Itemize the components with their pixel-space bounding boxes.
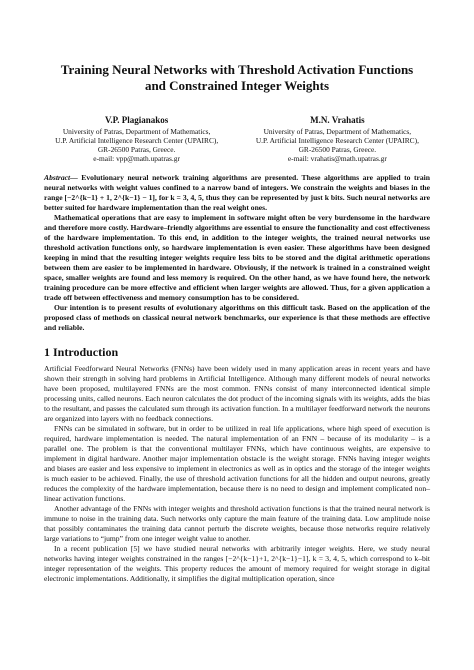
paper-title [44,62,430,94]
abstract-paragraph-3: Our intention is to present results of evolutionary algorithms on this difficult task. Based on the application of the proposed class of methods on classical neural network benchmarks, our experience is that these methods are effective and reliable. [44,303,430,332]
author-2-name: M.N. Vrahatis [310,115,365,125]
author-1-email: e-mail: vpp@math.upatras.gr [93,154,180,163]
author-1-affiliation-1: University of Patras, Department of Mathematics, [62,127,211,136]
intro-paragraph-1: Artificial Feedforward Neural Networks (FNNs) have been widely used in many application areas in recent years and have shown their strength in solving hard problems in Artificial Intelligence. Although many different models of neural networks have been proposed, multilayered FNNs are the most common. FNNs consist of many interconnected identical simple processing units, called neurons. Each neuron calculates the dot product of the incoming signals with its weights, adds the bias to the resultant, and passes the calculated sum through its activation function. In a multilayer feedforward network the neurons are organized into layers with no feedback connections. [44,364,430,423]
author-block [44,114,430,163]
author-1-address: GR-26500 Patras, Greece. [97,145,176,154]
author-1 [44,114,229,163]
author-2-address: GR-26500 Patras, Greece. [298,145,377,154]
author-2 [245,114,430,163]
author-2-affiliation-1: University of Patras, Department of Mathematics, [263,127,412,136]
author-1-name: V.P. Plagianakos [104,115,169,125]
intro-paragraph-3: Another advantage of the FNNs with integer weights and threshold activation functions is that the trained neural network is immune to noise in the training data. Such networks only capture the main feature of the training data. Low amplitude noise that possibly contaminates the training data cannot perturb the discrete weights, because those networks require relatively large variations to “jump” from one integer weight value to another. [44,504,430,543]
abstract-paragraph-2: Mathematical operations that are easy to implement in software might often be very burdensome in the hardware and therefore more costly. Hardware–friendly algorithms are essential to ensure the functionality and cost effectiveness of the hardware implementation. To this end, in addition to the integer weights, the trained neural networks use threshold activation functions only, so hardware implementation is even easier. These algorithms have been designed keeping in mind that the resulting integer weights require less bits to be stored and the digital arithmetic operations between them are easier to be implemented in hardware. Obviously, if the network is trained in a constrained weight space, smaller weights are found and less memory is required. On the other hand, as we have found here, the network training procedure can be more effective and efficient when larger weights are allowed. Thus, for a given application a trade off between effectiveness and memory consumption has to be considered. [44,213,430,302]
author-2-affiliation-2: U.P. Artificial Intelligence Research Center (UPAIRC), [255,136,419,145]
intro-paragraph-4: In a recent publication [5] we have studied neural networks with arbitrarily integer weights. Here, we study neural networks having integer weights constrained in the ranges [−2^{k−1}+1, 2^{k−1}−1], k = 3, 4, 5, which correspond to k–bit integer representation of the weights. This property reduces the amount of memory required for weight storage in digital electronic implementations. Additionally, it simplifies the digital multiplication operation, since [44,544,430,583]
intro-paragraph-2: FNNs can be simulated in software, but in order to be utilized in real life applications, where high speed of execution is required, hardware implementation is needed. The natural implementation of an FNN – because of its modularity – is a parallel one. The problem is that the conventional multilayer FNNs, which have continuous weights, are expensive to implement in digital hardware. Another major implementation obstacle is the weight storage. FNNs having integer weights and biases are easier and less expensive to implement in electronics as well as in optics and the storage of the integer weights is much easier to be achieved. Finally, the use of threshold activation functions for all the hidden and output neurons, greatly reduces the complexity of the hardware implementation, because there is no need to design and implement complicated non–linear activation functions. [44,424,430,503]
introduction-body [44,364,430,584]
abstract-paragraph-1 [44,173,430,213]
author-1-affiliation-2: U.P. Artificial Intelligence Research Center (UPAIRC), [55,136,219,145]
abstract-text-1: — Evolutionary neural network training algorithms are presented. These algorithms are applied to train neural networks with weight values confined to a narrow band of integers. We constrain the weights and biases in the range [−2^{k−1} + 1, 2^{k−1} − 1], for k = 3, 4, 5, thus they can be represented by just k bits. Such neural networks are better suited for hardware implementation than the real weight ones. [44,173,430,212]
abstract-label: Abstract [44,173,71,182]
abstract [44,173,430,333]
title-line-1: Training Neural Networks with Threshold Activation Functions [60,62,414,77]
author-2-email: e-mail: vrahatis@math.upatras.gr [287,154,387,163]
section-heading-introduction: 1 Introduction [44,345,119,359]
title-line-2: and Constrained Integer Weights [144,78,330,93]
